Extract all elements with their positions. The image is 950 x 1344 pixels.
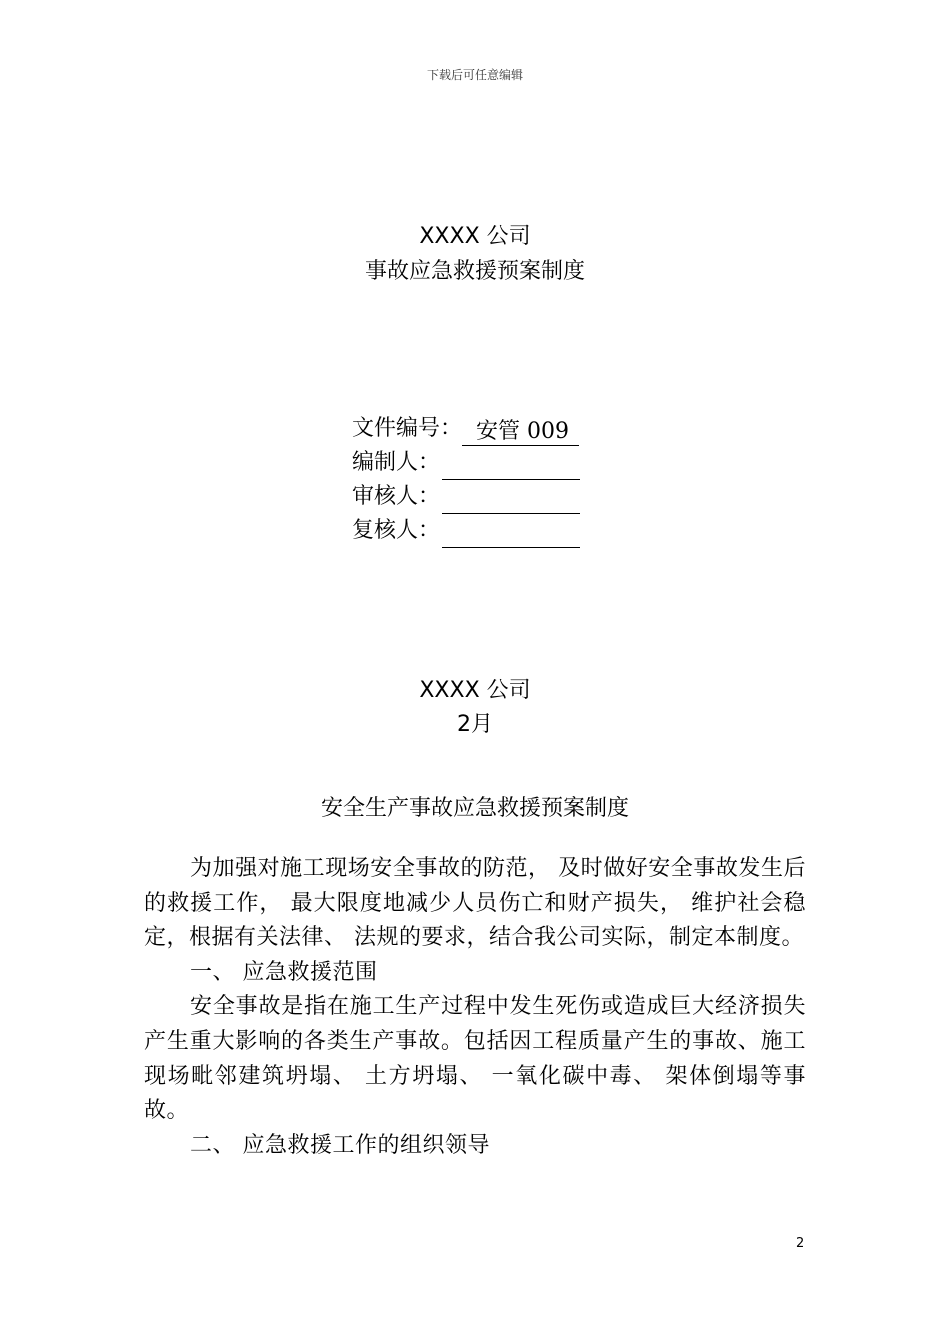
file-number-value: 安管 009 [462, 419, 579, 446]
heading-scope: 一、 应急救援范围 [190, 959, 378, 985]
document-meta-fields [352, 412, 672, 548]
bottom-company: XXXX 公司 [419, 678, 531, 703]
reviewer-blank-line [442, 489, 580, 514]
header-note: 下载后可任意编辑 [426, 68, 523, 82]
section-title: 安全生产事故应急救援预案制度 [320, 796, 629, 821]
rechecker-row [352, 514, 672, 548]
rechecker-blank-line [442, 523, 580, 548]
cover-date: 2月 [457, 712, 493, 737]
reviewer-row [352, 480, 672, 514]
cover-title: 事故应急救援预案制度 [364, 259, 585, 284]
author-row [352, 446, 672, 480]
author-label: 编制人： [352, 450, 441, 475]
paragraph-scope: 安全事故是指在施工生产过程中发生死伤或造成巨大经济损失产生重大影响的各类生产事故。包括因工程质量产生的事故、施工现场毗邻建筑坍塌、 土方坍塌、 一氧化碳中毒、 架体倒塌等事故。 [144, 994, 806, 1124]
rechecker-label: 复核人： [352, 518, 441, 543]
paragraph-purpose: 为加强对施工现场安全事故的防范， 及时做好安全事故发生后的救援工作， 最大限度地减少人员伤亡和财产损失， 维护社会稳定，根据有关法律、 法规的要求，结合我公司实际，制定本制度。 [144, 856, 806, 951]
cover-company [0, 220, 950, 254]
reviewer-label: 审核人： [352, 484, 441, 509]
author-blank-line [442, 455, 580, 480]
file-number-row [352, 412, 672, 446]
body-content [144, 852, 806, 1163]
heading-organization: 二、 应急救援工作的组织领导 [190, 1132, 490, 1158]
page-number: 2 [796, 1236, 805, 1251]
file-number-label: 文件编号： [352, 416, 463, 441]
cover-company-text: XXXX 公司 [419, 224, 531, 249]
